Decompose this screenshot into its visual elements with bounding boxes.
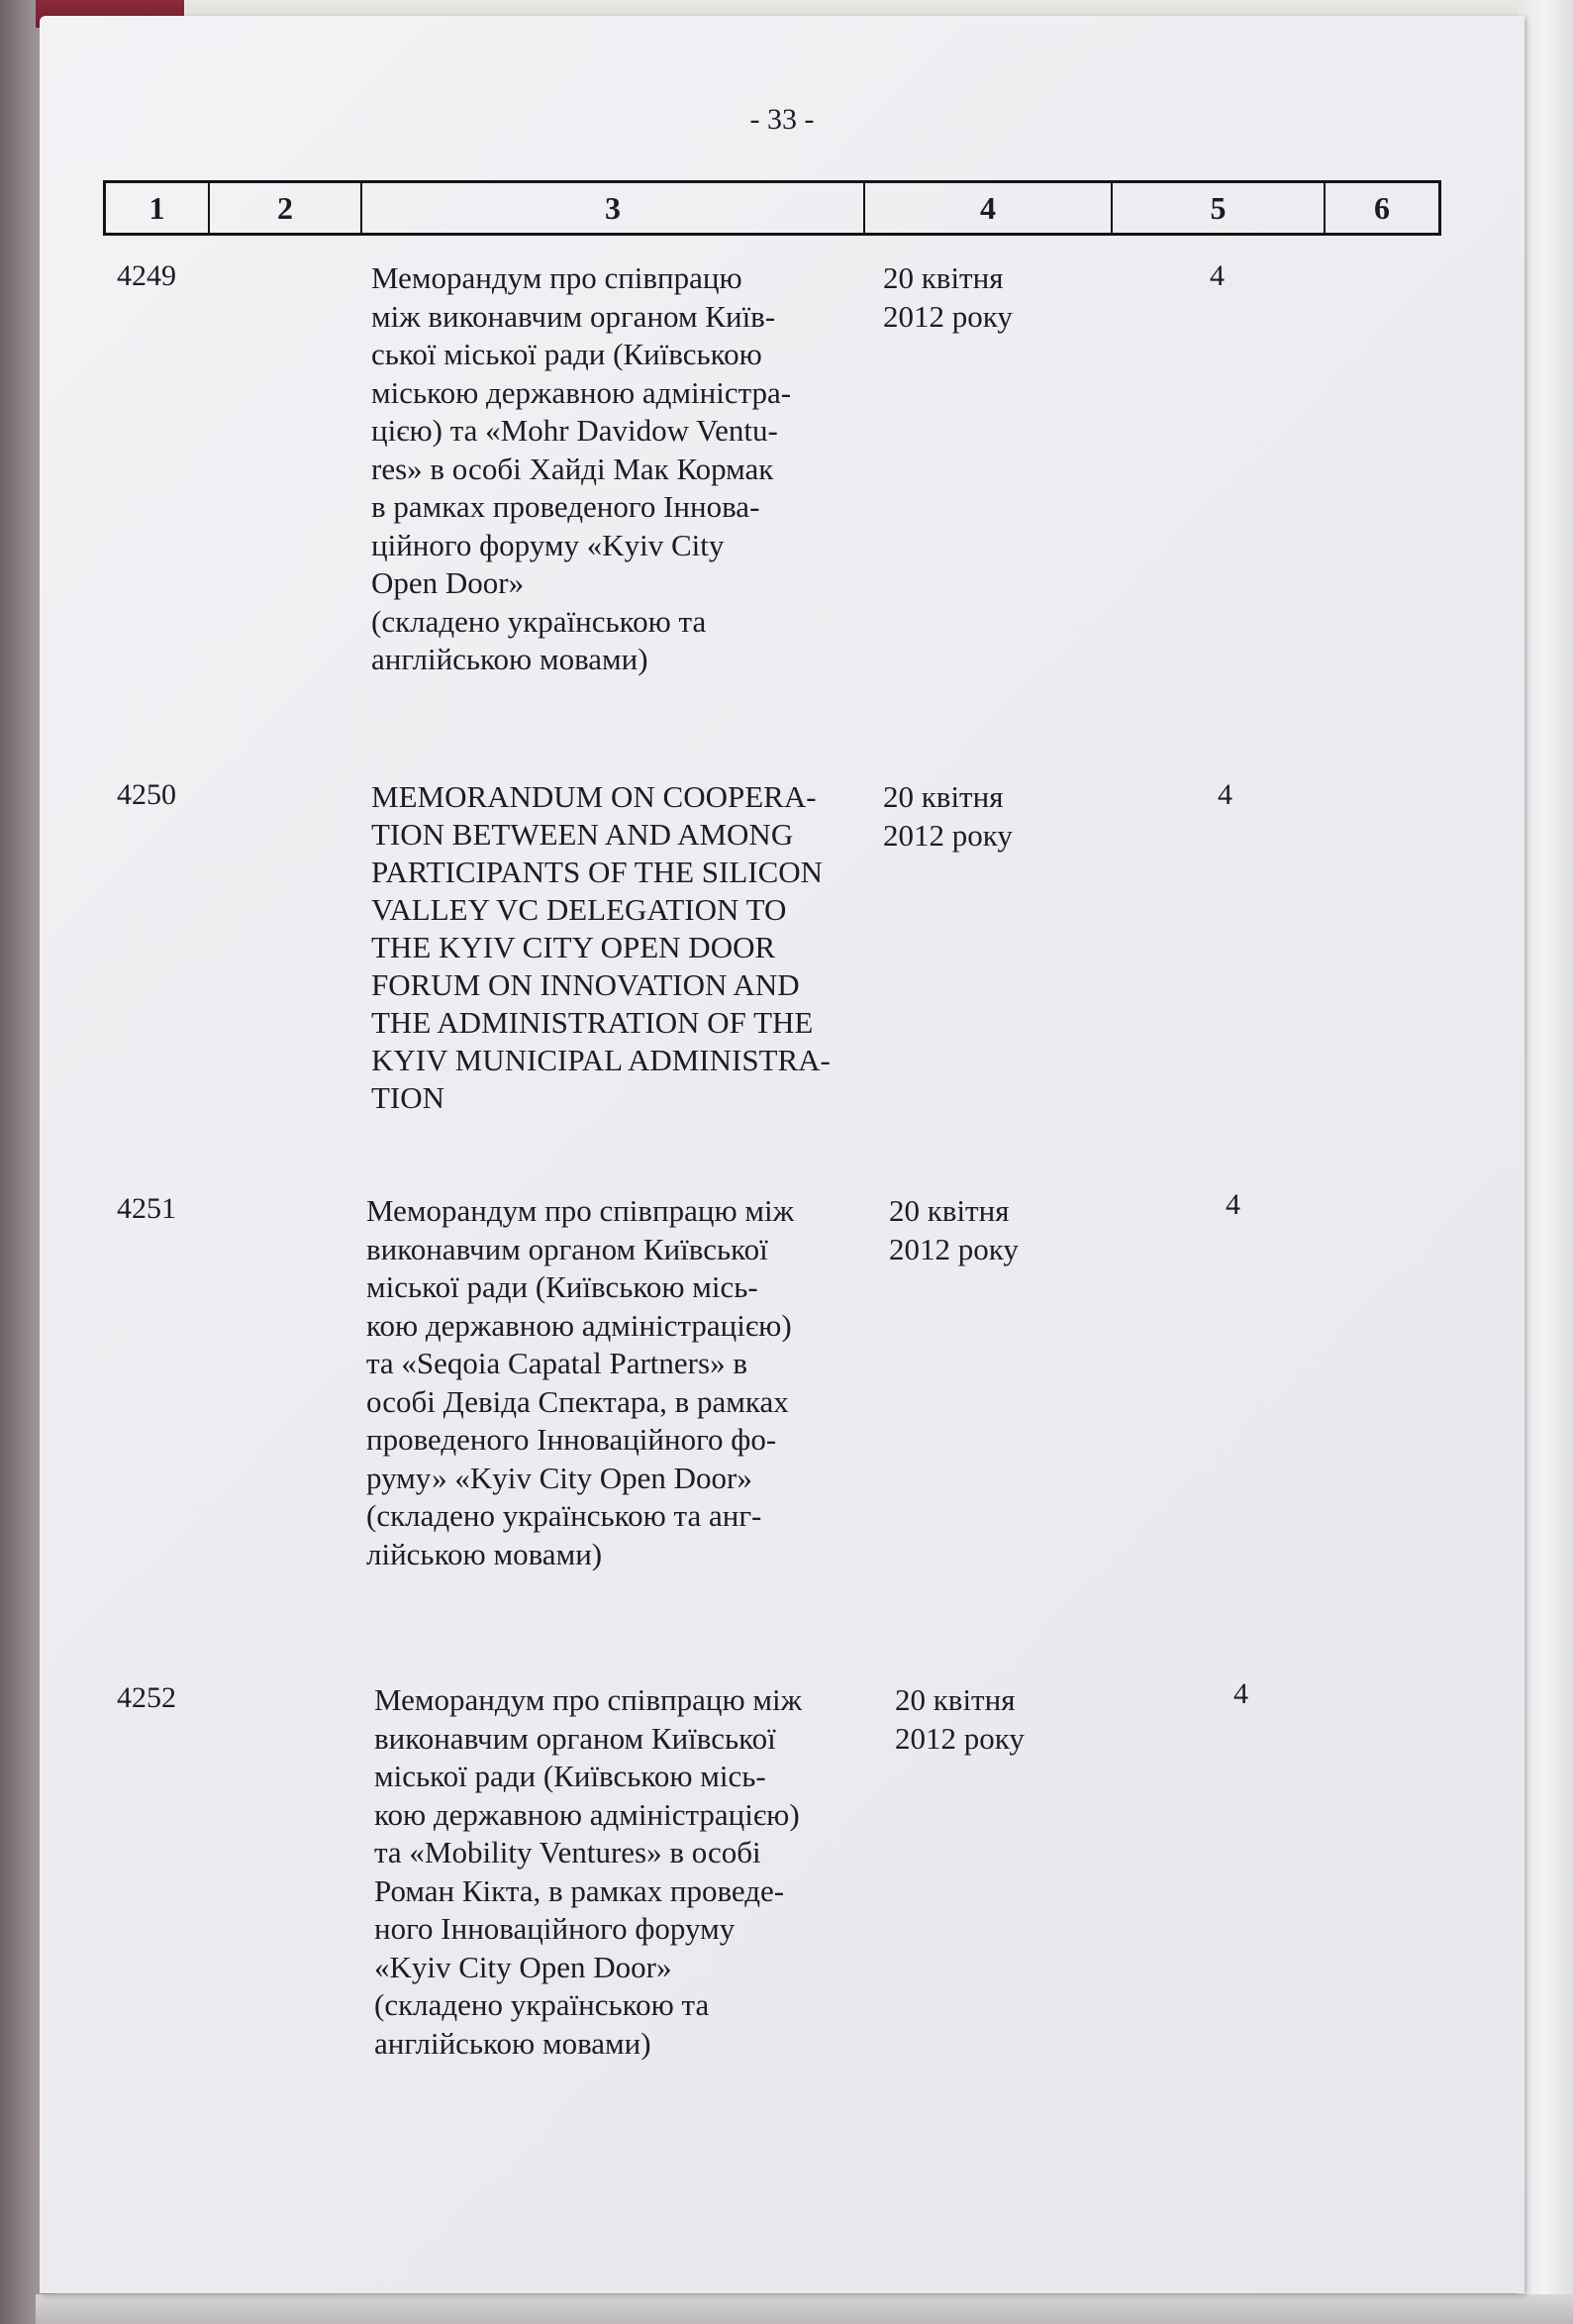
entry-number: 4249 <box>117 259 176 292</box>
entry-date-line: 2012 року <box>883 298 1013 334</box>
column-header-table <box>103 180 1441 236</box>
entry-date <box>889 1192 1107 1268</box>
stacked-pages-edge <box>1518 0 1573 2324</box>
entry-title-line: руму» «Kyiv City Open Door» <box>366 1460 752 1495</box>
entry-title-line: лійською мовами) <box>366 1536 603 1571</box>
entry-title-line: TION <box>371 1080 445 1115</box>
entry-page-count: 4 <box>1233 1677 1248 1710</box>
entry-title <box>371 778 886 1117</box>
entry-title-line: res» в особі Хайді Мак Кормак <box>371 451 774 486</box>
entry-title-line: англійською мовами) <box>371 642 648 676</box>
entry-date-line: 2012 року <box>895 1720 1025 1756</box>
entry-title-line: проведеного Інноваційного фо- <box>366 1422 777 1457</box>
entry-number: 4251 <box>117 1192 176 1225</box>
entry-date <box>895 1681 1113 1758</box>
entry-number: 4250 <box>117 778 176 811</box>
entry-title-line: KYIV MUNICIPAL ADMINISTRA- <box>371 1043 831 1077</box>
entry-title-line: ційного форуму «Kyiv City <box>371 527 725 562</box>
entry-title-line: (складено українською та <box>374 1987 710 2022</box>
entry-title-line: FORUM ON INNOVATION AND <box>371 967 800 1002</box>
entry-title-line: цією) та «Mohr Davidow Ventu- <box>371 413 778 448</box>
entry-date-line: 2012 року <box>883 817 1013 853</box>
entry-number: 4252 <box>117 1681 176 1714</box>
entry-title-line: THE KYIV CITY OPEN DOOR <box>371 930 776 964</box>
entry-title <box>374 1681 889 2063</box>
entry-title <box>371 259 886 679</box>
column-header-3: 3 <box>362 183 865 233</box>
document-page <box>40 16 1524 2293</box>
column-header-2: 2 <box>210 183 362 233</box>
entry-title-line: Меморандум про співпрацю між <box>366 1193 795 1228</box>
entry-date <box>883 259 1101 336</box>
entry-title-line: ської міської ради (Київською <box>371 337 762 371</box>
entry-title-line: MEMORANDUM ON COOPERA- <box>371 779 817 814</box>
entry-title-line: міської ради (Київською місь- <box>366 1269 758 1304</box>
entry-title-line: (складено українською та анг- <box>366 1498 762 1533</box>
page-bottom-shadow <box>36 2294 1573 2324</box>
entry-title-line: TION BETWEEN AND AMONG <box>371 817 794 852</box>
entry-title-line: особі Девіда Спектара, в рамках <box>366 1383 789 1419</box>
entry-title-line: виконавчим органом Київської <box>374 1720 776 1756</box>
entry-title-line: (складено українською та <box>371 603 707 639</box>
entry-title-line: THE ADMINISTRATION OF THE <box>371 1005 814 1040</box>
entry-title-line: «Kyiv City Open Door» <box>374 1949 672 1984</box>
entry-page-count: 4 <box>1218 778 1232 811</box>
page-number: - 33 - <box>749 103 815 136</box>
column-header-1: 1 <box>106 183 210 233</box>
entry-title-line: міською державною адміністра- <box>371 374 792 410</box>
entry-title-line: Open Door» <box>371 565 525 600</box>
entry-title-line: між виконавчим органом Київ- <box>371 298 776 334</box>
entry-page-count: 4 <box>1210 259 1225 292</box>
entry-title-line: та «Mobility Ventures» в особі <box>374 1835 761 1869</box>
entry-title-line: в рамках проведеного Іннова- <box>371 489 760 524</box>
entry-title-line: кою державною адміністрацією) <box>374 1796 800 1832</box>
entry-page-count: 4 <box>1226 1188 1240 1221</box>
entry-date <box>883 778 1101 855</box>
column-header-4: 4 <box>865 183 1113 233</box>
entry-title-line: PARTICIPANTS OF THE SILICON <box>371 855 824 889</box>
entry-title-line: VALLEY VC DELEGATION TO <box>371 892 787 927</box>
entry-title-line: кою державною адміністрацією) <box>366 1307 792 1343</box>
entry-title-line: англійською мовами) <box>374 2025 651 2061</box>
entry-title-line: виконавчим органом Київської <box>366 1231 768 1266</box>
entry-date-line: 20 квітня <box>889 1193 1010 1228</box>
column-header-5: 5 <box>1113 183 1326 233</box>
entry-date-line: 20 квітня <box>883 779 1004 814</box>
entry-title-line: Роман Кікта, в рамках проведе- <box>374 1872 785 1908</box>
entry-date-line: 20 квітня <box>895 1682 1016 1717</box>
column-header-6: 6 <box>1374 189 1390 226</box>
entry-title <box>366 1192 881 1573</box>
entry-title-line: ного Інноваційного форуму <box>374 1911 736 1946</box>
entry-title-line: міської ради (Київською місь- <box>374 1759 766 1793</box>
entry-title-line: Меморандум про співпрацю між <box>374 1682 803 1717</box>
entry-title-line: Меморандум про співпрацю <box>371 260 742 295</box>
entry-title-line: та «Seqoia Capatal Partners» в <box>366 1346 747 1380</box>
entry-date-line: 2012 року <box>889 1231 1019 1266</box>
entry-date-line: 20 квітня <box>883 260 1004 295</box>
